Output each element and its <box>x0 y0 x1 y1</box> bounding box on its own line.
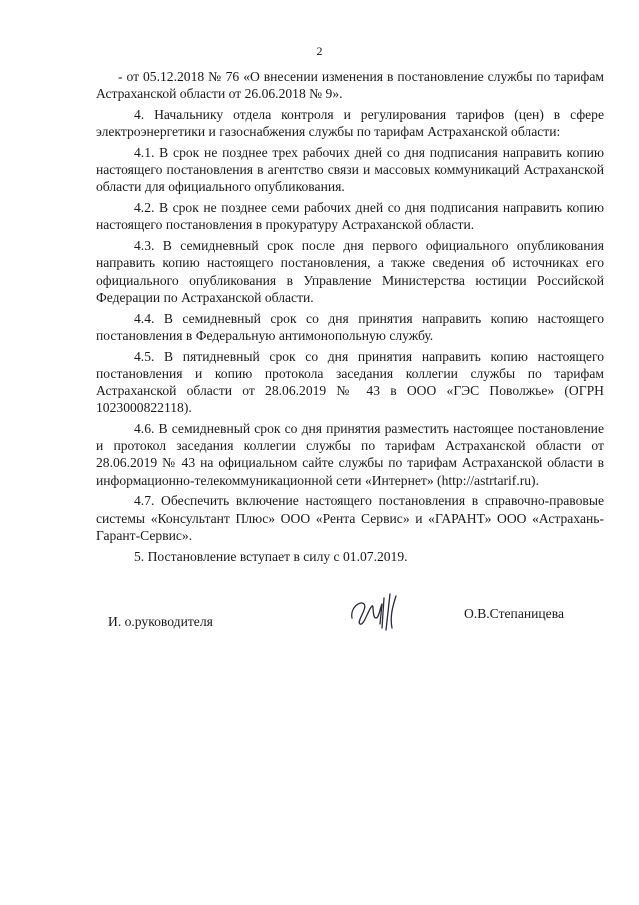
handwritten-signature <box>346 588 410 632</box>
paragraph-4-6: 4.6. В семидневный срок со дня принятия разместить настоящее постановление и протокол заседания коллегии службы по тарифам Астраханской области от 28.06.2019 № 43 на официальном сайте службы по тарифам Астраханской области в информационно-телекоммуникационной сети «Интернет» (http://astrtarif.ru). <box>96 421 604 488</box>
paragraph-4-7: 4.7. Обеспечить включение настоящего постановления в справочно-правовые системы «Консультант Плюс» ООО «Рента Сервис» и «ГАРАНТ» ООО «Астрахань-Гарант-Сервис». <box>96 493 604 543</box>
paragraph-4-3: 4.3. В семидневный срок после дня первого официального опубликования направить копию настоящего постановления, а также сведения об источниках его официального опубликования в Управление Министерства юстиции Российской Федерации по Астраханской области. <box>96 238 604 305</box>
paragraph-4-2: 4.2. В срок не позднее семи рабочих дней со дня подписания направить копию настоящего постановления в прокуратуру Астраханской области. <box>96 200 604 233</box>
paragraph-amendment-reference: - от 05.12.2018 № 76 «О внесении изменения в постановление службы по тарифам Астраханской области от 26.06.2018 № 9». <box>96 69 604 102</box>
paragraph-4-1: 4.1. В срок не позднее трех рабочих дней со дня подписания направить копию настоящего постановления в агентство связи и массовых коммуникаций Астраханской области для официального опубликования. <box>96 145 604 195</box>
document-body <box>96 68 604 568</box>
paragraph-5: 5. Постановление вступает в силу с 01.07.2019. <box>134 548 408 564</box>
signature-block <box>0 580 639 640</box>
paragraph-4-4: 4.4. В семидневный срок со дня принятия направить копию настоящего постановления в Федеральную антимонопольную службу. <box>96 310 604 343</box>
signatory-name: О.В.Степаницева <box>464 606 564 621</box>
page-number: 2 <box>316 44 323 58</box>
signatory-title: И. о.руководителя <box>108 614 213 629</box>
paragraph-4-5: 4.5. В пятидневный срок со дня принятия направить копию настоящего постановления и копию протокола заседания коллегии службы по тарифам Астраханской области от 28.06.2019 № 43 в ООО «ГЭС Поволжье» (ОГРН 1023000822118). <box>96 348 604 416</box>
paragraph-4: 4. Начальнику отдела контроля и регулирования тарифов (цен) в сфере электроэнергетики и газоснабжения службы по тарифам Астраханской области: <box>96 107 604 140</box>
